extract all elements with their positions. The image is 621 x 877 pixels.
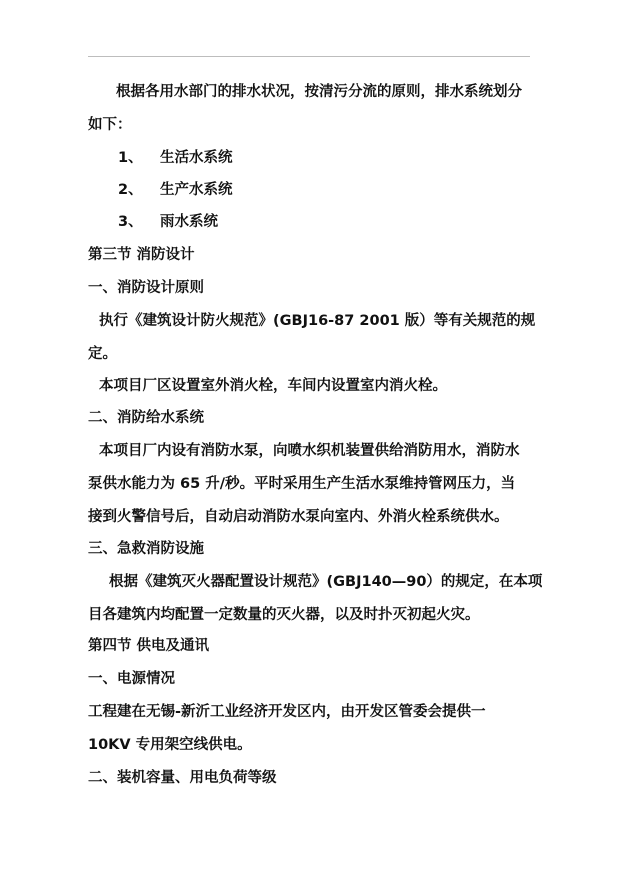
subheading-fire-design-principle: 一、消防设计原则 <box>88 280 204 296</box>
list-item <box>118 212 218 232</box>
list-text: 雨水系统 <box>160 214 218 230</box>
paragraph-fire-code-line1: 执行《建筑设计防火规范》(GBJ16-87 2001 版）等有关规范的规 <box>99 313 536 329</box>
paragraph-fire-pump-line1: 本项目厂内设有消防水泵，向喷水织机装置供给消防用水，消防水 <box>99 443 520 459</box>
list-item <box>118 180 233 200</box>
paragraph-drainage-line2: 如下： <box>88 117 132 133</box>
subheading-fire-water-system: 二、消防给水系统 <box>88 410 204 426</box>
subheading-installed-capacity: 二、装机容量、用电负荷等级 <box>88 770 277 786</box>
paragraph-power-line1: 工程建在无锡-新沂工业经济开发区内，由开发区管委会提供一 <box>88 704 486 720</box>
paragraph-extinguisher-line2: 目各建筑内均配置一定数量的灭火器，以及时扑灭初起火灾。 <box>88 607 480 623</box>
paragraph-drainage-line1: 根据各用水部门的排水状况，按清污分流的原则，排水系统划分 <box>116 84 522 100</box>
list-text: 生产水系统 <box>160 182 233 198</box>
paragraph-fire-pump-line2: 泵供水能力为 65 升/秒。平时采用生产生活水泵维持管网压力，当 <box>88 476 516 492</box>
list-text: 生活水系统 <box>160 150 233 166</box>
subheading-emergency-facilities: 三、急救消防设施 <box>88 541 204 557</box>
header-rule <box>88 56 530 57</box>
paragraph-extinguisher-line1: 根据《建筑灭火器配置设计规范》(GBJ140—90）的规定，在本项 <box>109 574 543 590</box>
section-heading-4: 第四节 供电及通讯 <box>88 638 210 654</box>
section-heading-3: 第三节 消防设计 <box>88 247 195 263</box>
list-number: 1、 <box>118 150 143 166</box>
list-item <box>118 148 233 168</box>
list-number: 3、 <box>118 214 143 230</box>
subheading-power-source: 一、电源情况 <box>88 671 175 687</box>
paragraph-power-line2: 10KV 专用架空线供电。 <box>88 737 252 753</box>
paragraph-hydrants: 本项目厂区设置室外消火栓，车间内设置室内消火栓。 <box>99 378 447 394</box>
paragraph-fire-code-line2: 定。 <box>88 346 117 362</box>
list-number: 2、 <box>118 182 143 198</box>
paragraph-fire-pump-line3: 接到火警信号后，自动启动消防水泵向室内、外消火栓系统供水。 <box>88 509 509 525</box>
